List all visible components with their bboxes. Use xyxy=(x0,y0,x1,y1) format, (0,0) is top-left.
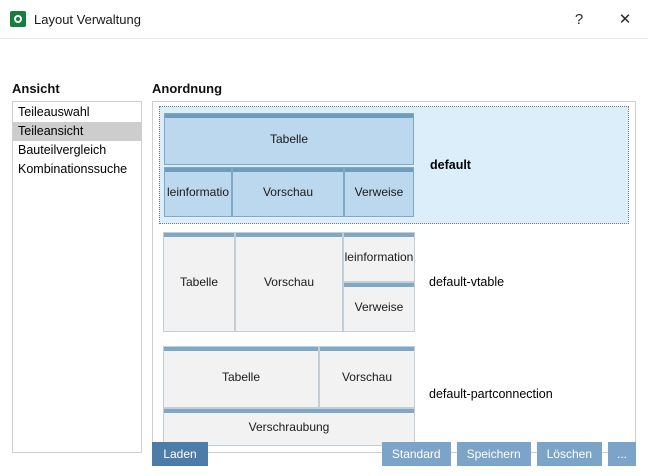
list-item[interactable]: Bauteilvergleich xyxy=(18,143,107,157)
close-button[interactable]: ✕ xyxy=(618,11,632,28)
layout-name: default-partconnection xyxy=(429,387,553,401)
more-button[interactable]: ... xyxy=(608,442,636,466)
view-list[interactable] xyxy=(12,101,142,453)
layout-pane: leinformation xyxy=(343,232,415,282)
layout-preview xyxy=(160,107,418,223)
dialog-actions xyxy=(382,442,636,466)
standard-button[interactable]: Standard xyxy=(382,442,451,466)
layout-option-default[interactable] xyxy=(159,106,629,224)
layout-pane: Tabelle xyxy=(164,113,414,165)
layout-pane: Tabelle xyxy=(163,232,235,332)
list-item[interactable]: Kombinationssuche xyxy=(18,162,128,176)
arrangement-section-label: Anordnung xyxy=(152,81,223,96)
window-title: Layout Verwaltung xyxy=(34,11,141,27)
layout-preview xyxy=(159,340,417,448)
list-item[interactable]: Teileauswahl xyxy=(18,105,90,119)
app-icon xyxy=(10,11,26,27)
layout-pane: Tabelle xyxy=(163,346,319,408)
layout-pane: Vorschau xyxy=(319,346,415,408)
window-controls xyxy=(556,0,648,38)
layout-pane: leinformatio xyxy=(164,167,232,217)
layout-pane: Vorschau xyxy=(235,232,343,332)
layout-list[interactable] xyxy=(152,101,636,453)
help-button[interactable]: ? xyxy=(574,10,584,28)
layout-option-default-partconnection[interactable] xyxy=(159,340,629,448)
layout-pane: Verweise xyxy=(344,167,414,217)
save-button[interactable]: Speichern xyxy=(457,442,531,466)
layout-name: default xyxy=(430,158,471,172)
layout-pane: Vorschau xyxy=(232,167,344,217)
delete-button[interactable]: Löschen xyxy=(537,442,602,466)
load-button[interactable]: Laden xyxy=(152,442,208,466)
layout-name: default-vtable xyxy=(429,275,505,289)
title-bar xyxy=(0,0,648,39)
layout-pane: Verschraubung xyxy=(163,408,415,446)
view-section-label: Ansicht xyxy=(12,81,60,96)
dialog-body xyxy=(0,39,648,476)
layout-preview xyxy=(159,226,417,338)
layout-pane: Verweise xyxy=(343,282,415,332)
list-item[interactable]: Teileansicht xyxy=(13,122,141,141)
layout-option-default-vtable[interactable] xyxy=(159,226,629,338)
